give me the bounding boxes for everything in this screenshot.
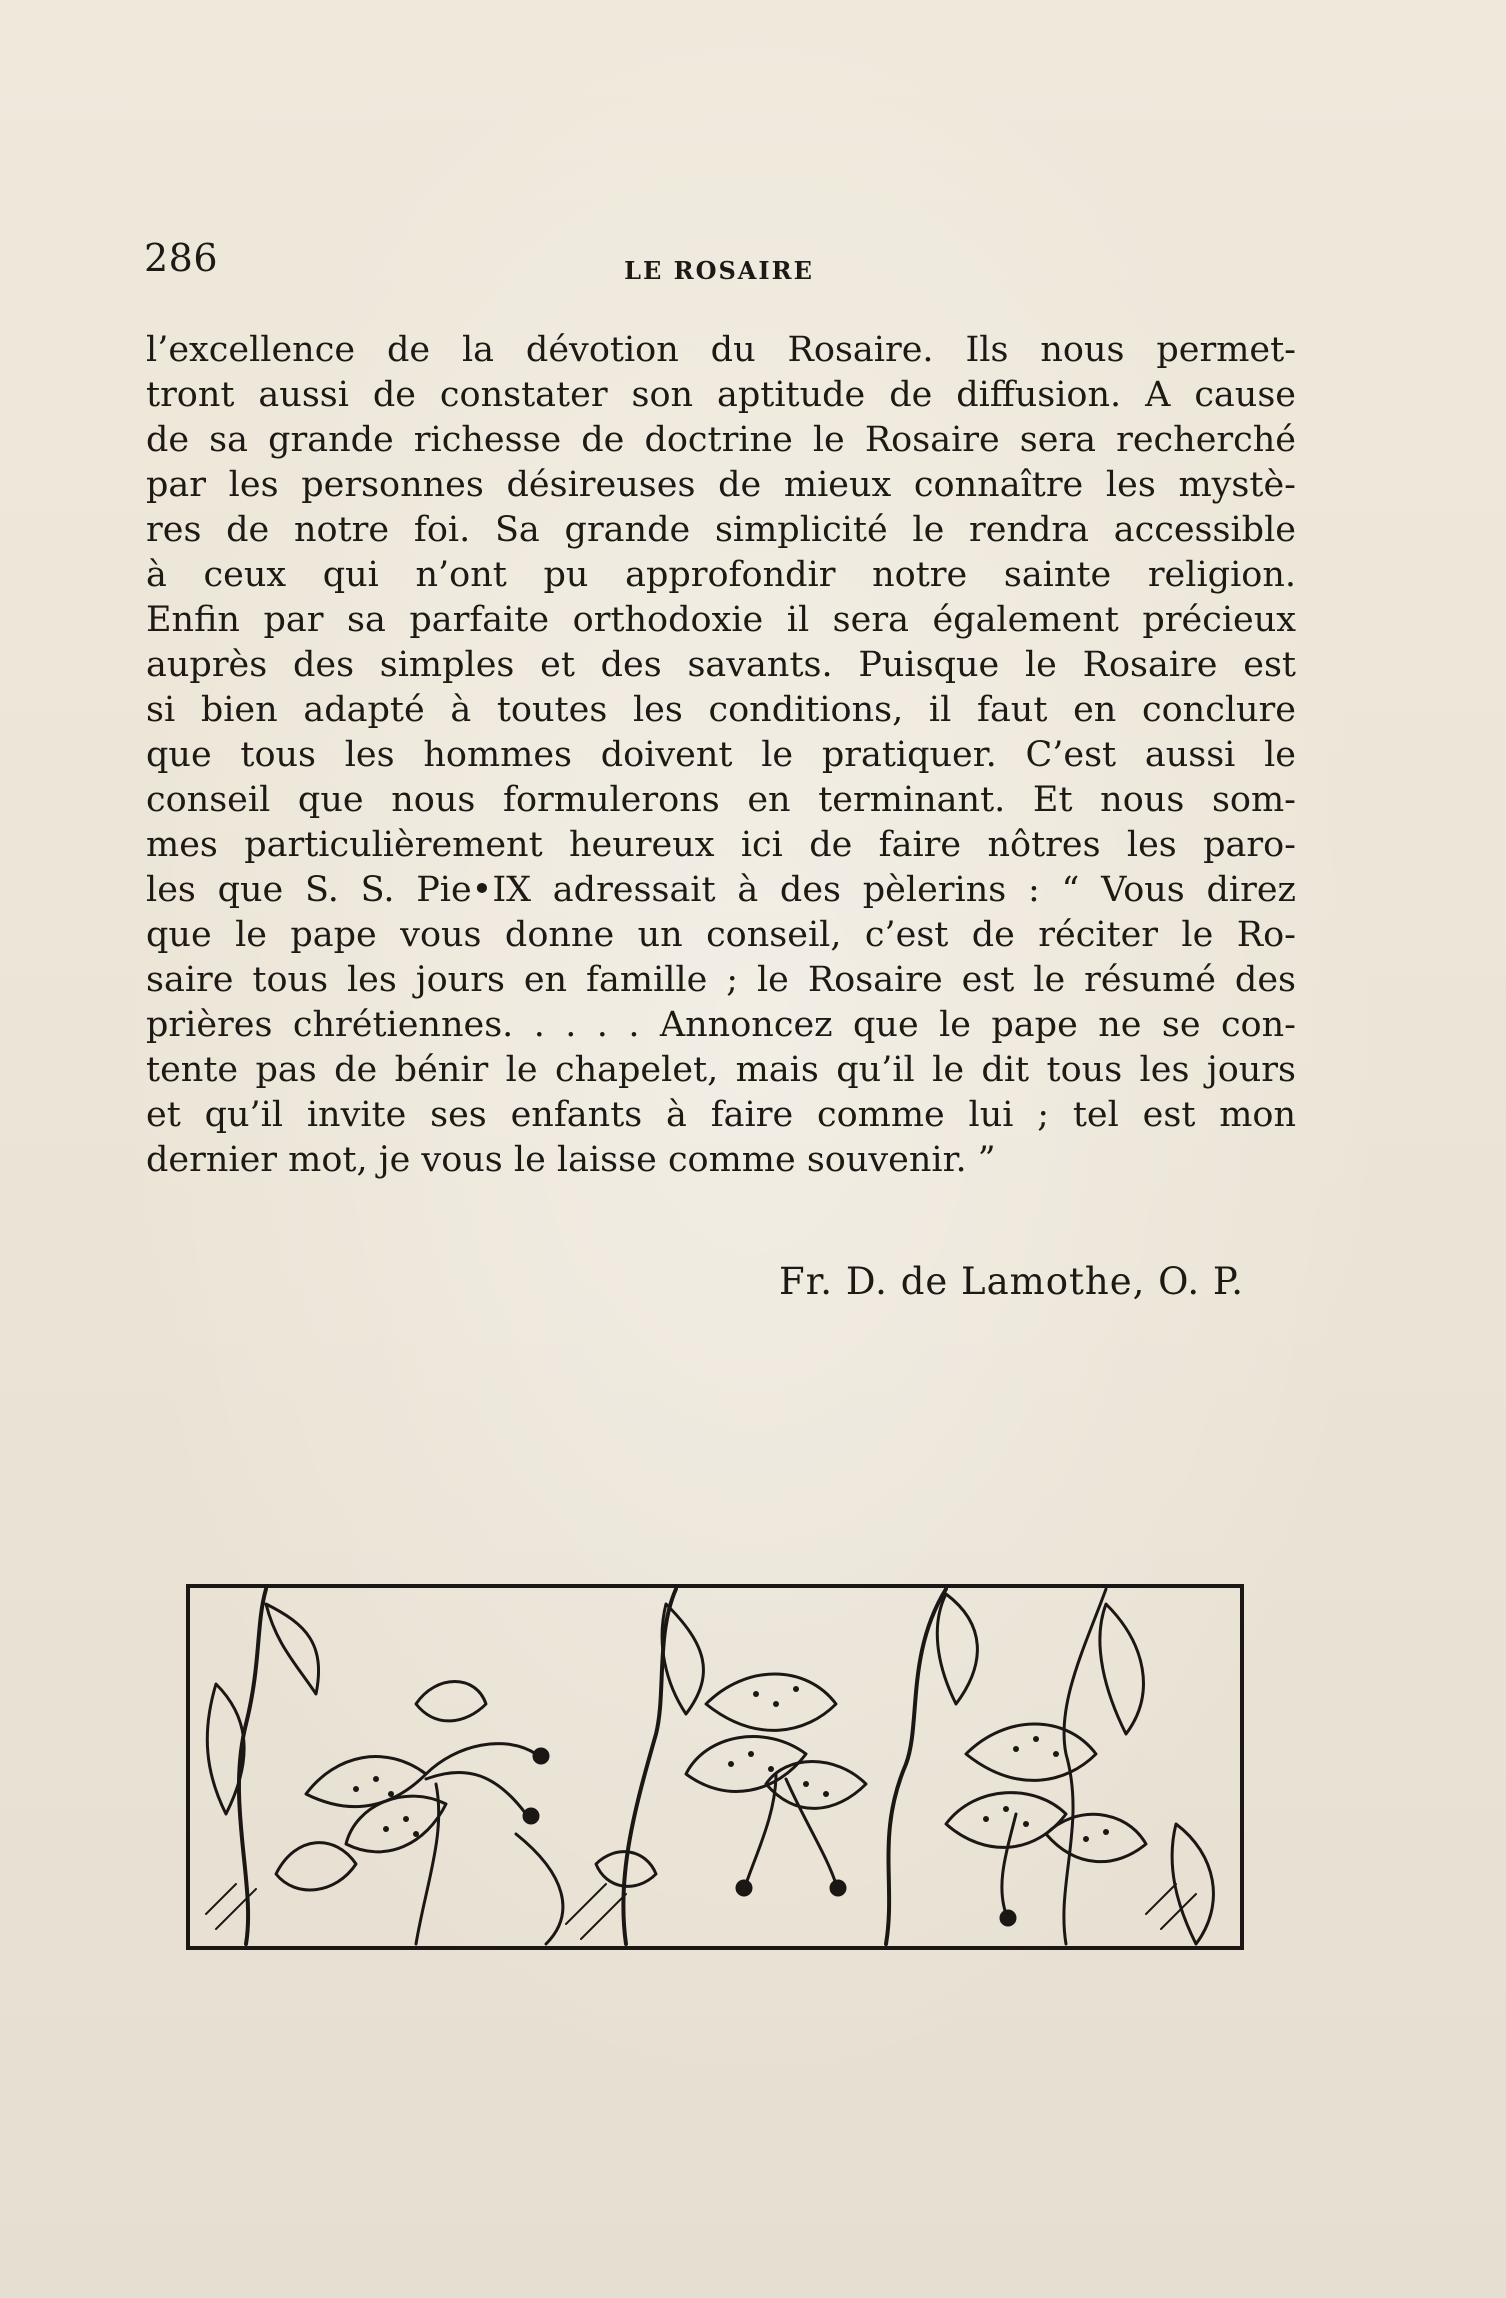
text-line: par les personnes désireuses de mieux connaître les mystè- (146, 465, 1296, 505)
text-line: dernier mot, je vous le laisse comme souvenir. ” (146, 1140, 996, 1180)
text-line: à ceux qui n’ont pu approfondir notre sainte religion. (146, 555, 1296, 595)
text-line: que le pape vous donne un conseil, c’est de réciter le Ro- (146, 915, 1296, 955)
body-text (146, 328, 1296, 1183)
lily-ornament (186, 1584, 1244, 1950)
text-line: tente pas de bénir le chapelet, mais qu’il le dit tous les jours (146, 1050, 1296, 1090)
text-line: Enfin par sa parfaite orthodoxie il sera également précieux (146, 600, 1296, 640)
author-signature: Fr. D. de Lamothe, O. P. (779, 1260, 1244, 1303)
text-line: de sa grande richesse de doctrine le Rosaire sera recherché (146, 420, 1296, 460)
text-line: res de notre foi. Sa grande simplicité le rendra accessible (146, 510, 1296, 550)
text-line: tront aussi de constater son aptitude de diffusion. A cause (146, 375, 1296, 415)
running-head: LE ROSAIRE (624, 256, 814, 285)
text-line: si bien adapté à toutes les conditions, il faut en conclure (146, 690, 1296, 730)
text-line: auprès des simples et des savants. Puisque le Rosaire est (146, 645, 1296, 685)
text-line: prières chrétiennes. . . . . Annoncez que le pape ne se con- (146, 1005, 1296, 1045)
text-line: conseil que nous formulerons en terminant. Et nous som- (146, 780, 1296, 820)
page-header (144, 236, 1294, 296)
text-line: l’excellence de la dévotion du Rosaire. Ils nous permet- (146, 330, 1296, 370)
page-number: 286 (144, 236, 219, 280)
text-line: que tous les hommes doivent le pratiquer. C’est aussi le (146, 735, 1296, 775)
text-line: mes particulièrement heureux ici de faire nôtres les paro- (146, 825, 1296, 865)
text-line: les que S. S. Pie•IX adressait à des pèlerins : “ Vous direz (146, 870, 1296, 910)
text-line: et qu’il invite ses enfants à faire comme lui ; tel est mon (146, 1095, 1296, 1135)
text-line: saire tous les jours en famille ; le Rosaire est le résumé des (146, 960, 1296, 1000)
lily-ornament-svg (186, 1584, 1244, 1950)
